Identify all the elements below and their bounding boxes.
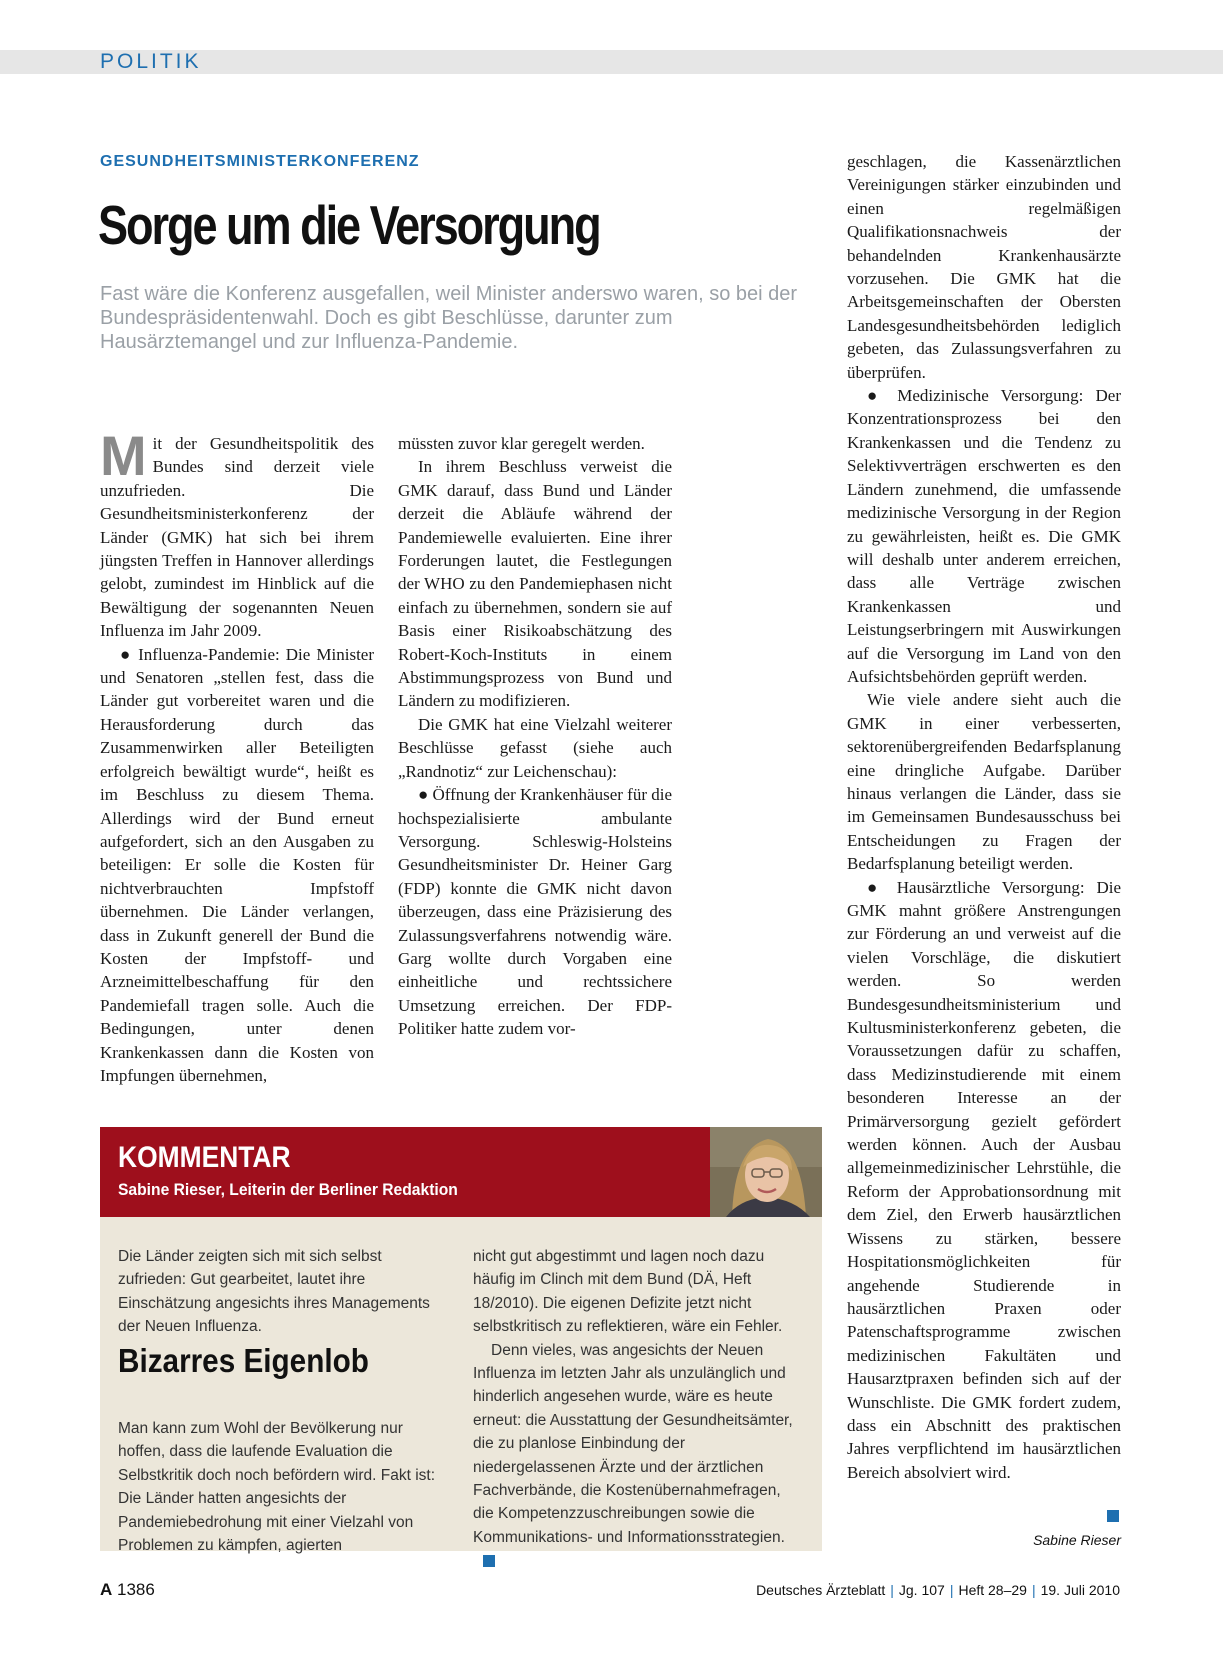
kommentar-title: Bizarres Eigenlob <box>118 1342 369 1379</box>
kommentar-label: KOMMENTAR <box>118 1141 291 1174</box>
paragraph: nicht gut abgestimmt und lagen noch dazu häufig im Clinch mit dem Bund (DÄ, Heft 18/2010). Die eigenen Defizite jetzt nicht selbstkritisch zu reflektieren, wäre ein Fehler. <box>473 1248 783 1336</box>
section-label: POLITIK <box>100 50 202 73</box>
kommentar-byline: Sabine Rieser, Leiterin der Berliner Redaktion <box>118 1180 458 1199</box>
journal-issue: Heft 28–29 <box>958 1582 1027 1598</box>
article-title: Sorge um die Versorgung <box>98 194 600 256</box>
paragraph: Denn vieles, was angesichts der Neuen Influenza im letzten Jahr als unzulänglich und hinderlich angesehen wurde, wäre es heute erneut: die Ausstattung der Gesundheitsämter, die zu planlose Einbindung der niedergelassenen Ärzte und der ärztlichen Fachverbände, die Kostenübernahmefragen, die Kompetenzzuschreibungen sowie die Kommunikations- und Informationsstrategien. <box>473 1339 803 1573</box>
page-number: A 1386 <box>100 1580 155 1599</box>
paragraph: Wie viele andere sieht auch die GMK in einer verbesserten, sektorenübergreifenden Bedarfsplanung eine dringliche Aufgabe. Darüber hinaus verlangen die Länder, dass sie im Gemeinsamen Bundesausschuss bei Entscheidungen zu Fragen der Bedarfsplanung beteiligt werden. <box>847 690 1121 874</box>
paragraph: Mit der Gesundheitspolitik des Bundes sind derzeit viele unzufrieden. Die Gesundheitsministerkonferenz der Länder (GMK) hat sich bei ihrem jüngsten Treffen in Hannover allerdings gelobt, zumindest im Hinblick auf die Bewältigung der sogenannten Neuen Influenza im Jahr 2009. <box>100 424 374 641</box>
paragraph: ● Öffnung der Krankenhäuser für die hochspezialisierte ambulante Versorgung. Schleswig-Holsteins Gesundheitsminister Dr. Heiner Garg (FDP) konnte die GMK nicht davon überzeugen, dass eine Präzisierung des Zulassungsverfahrens notwendig wäre. Garg wollte durch Vorgaben eine einheitliche und rechtssichere Umsetzung erreichen. Der FDP-Politiker hatte zudem vor- <box>398 785 673 1039</box>
article-author: Sabine Rieser <box>1033 1532 1121 1548</box>
end-mark-icon <box>483 1555 495 1567</box>
paragraph: ● Hausärztliche Versorgung: Die GMK mahnt größere Anstrengungen zur Förderung an und verweist auf die vielen Vorschläge, die diskutiert werden. So werden Bundesgesundheitsministerium und Kultusministerkonferenz gebeten, die Voraussetzungen dafür zu schaffen, dass Medizinstudierende mit einem besonderen Interesse an der Primärversorgung gezielt gefördert werden können. Auch der Ausbau allgemeinmedizinischer Lehrstühle, die Reform der Approbationsordnung mit dem Ziel, den Erwerb hausärztlichen Wissens zu stärken, bessere Hospitationsmöglichkeiten für angehende Studierende in hausärztlichen Praxen oder Patenschaftsprogramme zwischen medizinischen Fakultäten und Hausarztpraxen befinden sich auf der Wunschliste. Die GMK fordert zudem, dass ein Abschnitt des praktischen Jahres verpflichtend im hausärztlichen Bereich absolviert wird. <box>847 877 1121 1482</box>
journal-info: Deutsches Ärzteblatt | Jg. 107 | Heft 28–29 | 19. Juli 2010 <box>756 1582 1120 1598</box>
end-mark-icon <box>1107 1510 1119 1522</box>
author-portrait-icon <box>710 1127 822 1217</box>
author-photo <box>710 1127 822 1217</box>
paragraph: geschlagen, die Kassenärztlichen Vereinigungen stärker einzubinden und einen regelmäßigen Qualifikationsnachweis der behandelnden Krankenhausärzte vorzusehen. Die GMK hat die Arbeitsgemeinschaften der Obersten Landesgesundheitsbehörden lediglich gebeten, das Zulassungsverfahren zu überprüfen. <box>847 152 1121 382</box>
kommentar-left-body <box>118 1417 438 1557</box>
paragraph: In ihrem Beschluss verweist die GMK darauf, dass Bund und Länder derzeit die Abläufe während der Pandemiewelle evaluierten. Eine ihrer Forderungen lautet, die Festlegungen der WHO zu den Pandemiephasen nicht einfach zu übernehmen, sondern sie auf Basis einer Risikoabschätzung des Robert-Koch-Instituts in einem Abstimmungsprozess von Bund und Ländern zu modifizieren. <box>398 457 672 711</box>
article-column-1 <box>100 424 374 1087</box>
journal-volume: Jg. 107 <box>898 1582 945 1598</box>
article-lead: Fast wäre die Konferenz ausgefallen, weil Minister anderswo waren, so bei der Bundespräsidentenwahl. Doch es gibt Beschlüsse, darunter zum Hausärztemangel und zur Influenza-Pandemie. <box>100 283 798 353</box>
paragraph: Die Länder zeigten sich mit sich selbst zufrieden: Gut gearbeitet, lautet ihre Einschätzung angesichts ihres Managements der Neuen Influenza. <box>118 1248 430 1336</box>
article-column-2 <box>398 432 672 1041</box>
paragraph: Die GMK hat eine Vielzahl weiterer Beschlüsse gefasst (siehe auch „Randnotiz“ zur Leichenschau): <box>398 714 672 781</box>
article-column-3 <box>847 150 1121 1484</box>
paragraph: Man kann zum Wohl der Bevölkerung nur hoffen, dass die laufende Evaluation die Selbstkritik doch noch befördern wird. Fakt ist: Die Länder hatten angesichts der Pandemiebedrohung mit einer Vielzahl von Problemen zu kämpfen, agierten <box>118 1420 436 1555</box>
journal-name: Deutsches Ärzteblatt <box>756 1582 886 1598</box>
kommentar-right-body <box>473 1245 803 1573</box>
kommentar-header <box>100 1127 710 1217</box>
paragraph: ● Medizinische Versorgung: Der Konzentrationsprozess bei den Krankenkassen und die Tendenz zu Selektivverträgen erschwerten es den Ländern zunehmend, die umfassende medizinische Versorgung in der Region zu gewährleisten, heißt es. Die GMK will deshalb unter anderem erreichen, dass alle Verträge zwischen Krankenkassen und Leistungserbringern mit Auswirkungen auf die Versorgung im Land von den Aufsichtsbehörden geprüft werden. <box>847 386 1121 686</box>
paragraph: ● Influenza-Pandemie: Die Minister und Senatoren „stellen fest, dass die Länder gut vorbereitet waren und die Herausforderung durch das Zusammenwirken aller Beteiligten erfolgreich bewältigt wurde“, heißt es im Beschluss zu diesem Thema. Allerdings wird der Bund erneut aufgefordert, sich an den Ausgaben zu beteiligen: Er solle die Kosten für nichtverbrauchten Impfstoff übernehmen. Die Länder verlangen, dass in Zukunft generell der Bund die Kosten der Impfstoff- und Arzneimittelbeschaffung für den Pandemiefall tragen solle. Auch die Bedingungen, unter denen Krankenkassen dann die Kosten von Impfungen übernehmen, <box>100 644 374 1085</box>
drop-cap: M <box>100 424 147 487</box>
article-kicker: GESUNDHEITSMINISTERKONFERENZ <box>100 153 420 170</box>
kommentar-box <box>100 1127 822 1555</box>
kommentar-intro <box>118 1245 438 1339</box>
paragraph: müssten zuvor klar geregelt werden. <box>398 434 645 453</box>
journal-date: 19. Juli 2010 <box>1040 1582 1120 1598</box>
